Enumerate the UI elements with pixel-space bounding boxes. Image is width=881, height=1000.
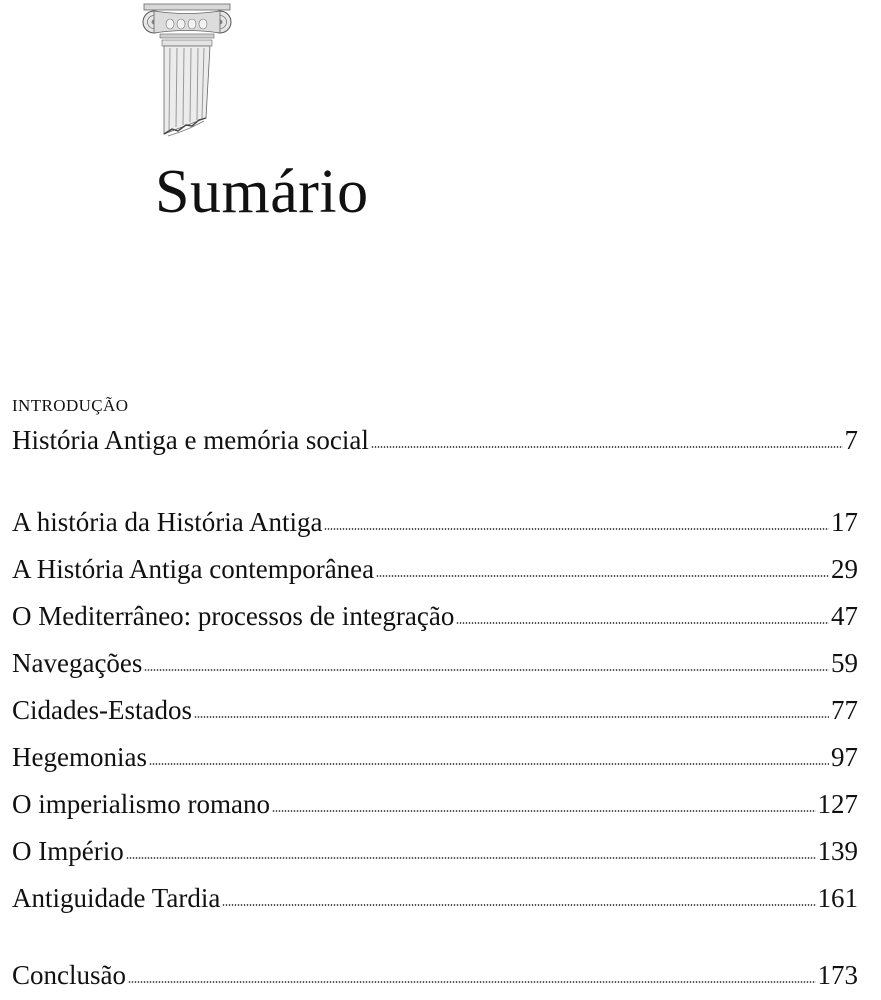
toc-entry-page: 59 <box>831 648 858 678</box>
toc-entry[interactable] <box>12 694 858 726</box>
toc-entry-page: 161 <box>817 883 858 913</box>
dot-leader <box>272 810 816 812</box>
toc-entry-page: 47 <box>831 601 858 631</box>
toc-entry-page: 29 <box>831 554 858 584</box>
dot-leader <box>324 528 829 530</box>
dot-leader <box>456 622 829 624</box>
toc-entry[interactable] <box>12 553 858 585</box>
toc-entry[interactable] <box>12 882 858 914</box>
toc-entry[interactable] <box>12 424 858 456</box>
toc-entry[interactable] <box>12 959 858 991</box>
toc-entry-page: 77 <box>831 695 858 725</box>
page-title: Sumário <box>155 158 369 226</box>
toc-entry-title: O imperialismo romano <box>12 789 270 819</box>
toc-entry-title: A história da História Antiga <box>12 507 323 537</box>
toc-entry-page: 173 <box>817 960 858 990</box>
toc-entry[interactable] <box>12 506 858 538</box>
toc-entry[interactable] <box>12 788 858 820</box>
dot-leader <box>371 446 843 448</box>
toc-entry-page: 97 <box>831 742 858 772</box>
toc-entry[interactable] <box>12 741 858 773</box>
toc-entry-title: Antiguidade Tardia <box>12 883 221 913</box>
toc-entry-title: História Antiga e memória social <box>12 425 369 455</box>
toc-entry-page: 7 <box>844 425 858 455</box>
toc-entry-page: 139 <box>817 836 858 866</box>
dot-leader <box>128 981 816 983</box>
ionic-column-icon <box>134 0 240 146</box>
dot-leader <box>194 716 829 718</box>
dot-leader <box>144 669 829 671</box>
toc-entry-title: O Império <box>12 836 124 866</box>
toc-entry-page: 127 <box>817 789 858 819</box>
dot-leader <box>376 575 829 577</box>
toc-entry[interactable] <box>12 600 858 632</box>
toc-entry[interactable] <box>12 835 858 867</box>
toc-entry-title: Navegações <box>12 648 143 678</box>
toc-entry-title: Cidades-Estados <box>12 695 192 725</box>
toc-entry-title: Conclusão <box>12 960 126 990</box>
toc-entry-title: A História Antiga contemporânea <box>12 554 375 584</box>
toc-entry-page: 17 <box>831 507 858 537</box>
dot-leader <box>126 857 816 859</box>
dot-leader <box>149 763 829 765</box>
dot-leader <box>222 904 815 906</box>
toc-entry-title: O Mediterrâneo: processos de integração <box>12 601 455 631</box>
toc-entry[interactable] <box>12 647 858 679</box>
section-label: INTRODUÇÃO <box>12 396 129 415</box>
toc-entry-title: Hegemonias <box>12 742 147 772</box>
